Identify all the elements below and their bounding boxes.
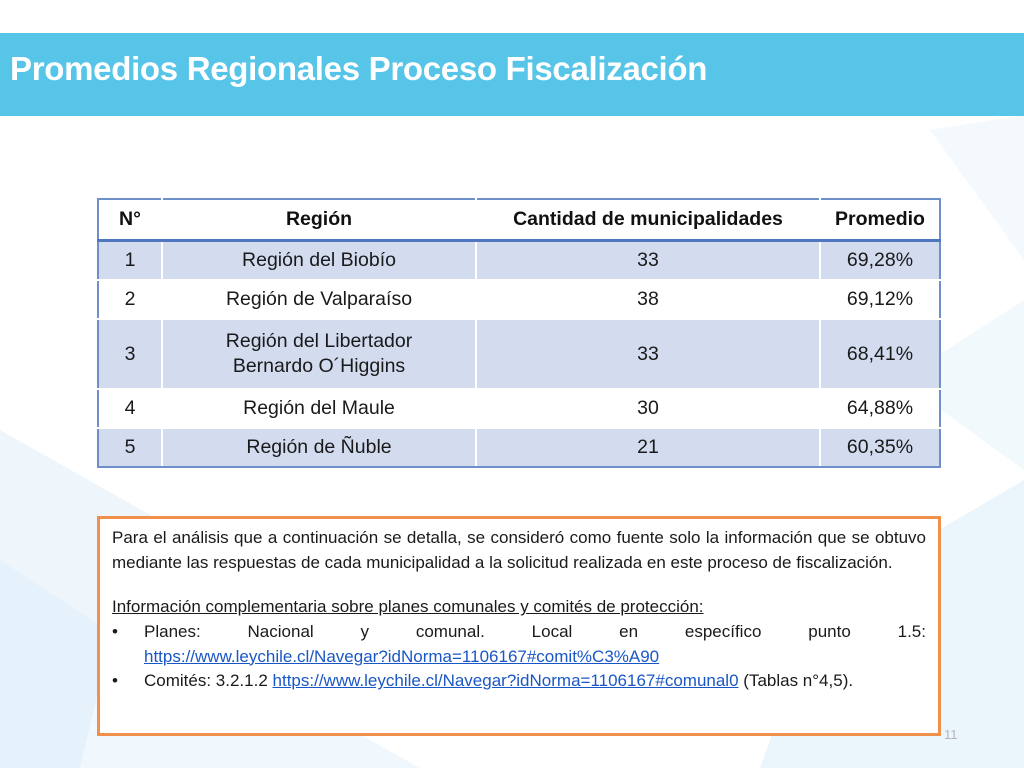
- cell-n: 5: [98, 428, 162, 467]
- cell-region-line2: Bernardo O´Higgins: [232, 355, 406, 377]
- cell-region: Región de Valparaíso: [162, 280, 476, 319]
- table-row: [98, 241, 940, 281]
- cell-n: 1: [98, 241, 162, 281]
- planes-word: y: [360, 621, 370, 641]
- cell-promedio: 69,12%: [820, 280, 940, 319]
- cell-promedio: 68,41%: [820, 319, 940, 389]
- page-number: 11: [944, 727, 958, 742]
- cell-promedio: 64,88%: [820, 389, 940, 428]
- table-header-row: [98, 199, 940, 241]
- page-title: Promedios Regionales Proceso Fiscalización: [10, 50, 708, 87]
- comites-suffix: (Tablas n°4,5).: [743, 671, 854, 691]
- cell-cantidad: 30: [476, 389, 820, 428]
- table-row: [98, 428, 940, 467]
- planes-word: Planes:: [144, 621, 201, 641]
- header-n: N°: [98, 199, 162, 241]
- planes-word: punto: [808, 621, 851, 641]
- planes-word: Nacional: [247, 621, 314, 641]
- header-region: Región: [162, 199, 476, 241]
- table-row: [98, 280, 940, 319]
- cell-region: Región del Biobío: [162, 241, 476, 281]
- planes-link[interactable]: https://www.leychile.cl/Navegar?idNorma=1106167#comit%C3%A90: [144, 646, 660, 666]
- header-cantidad: Cantidad de municipalidades: [476, 199, 820, 241]
- list-item-planes: [112, 620, 926, 669]
- cell-region-line1: Región del Libertador: [225, 330, 413, 353]
- cell-promedio: 60,35%: [820, 428, 940, 467]
- comites-link[interactable]: https://www.leychile.cl/Navegar?idNorma=1106167#comunal0: [272, 671, 739, 691]
- cell-n: 2: [98, 280, 162, 319]
- cell-cantidad: 38: [476, 280, 820, 319]
- note-subheading: Información complementaria sobre planes comunales y comités de protección:: [112, 597, 704, 617]
- cell-promedio: 69,28%: [820, 241, 940, 281]
- bullet-icon: •: [112, 621, 118, 641]
- cell-n: 4: [98, 389, 162, 428]
- cell-cantidad: 21: [476, 428, 820, 467]
- cell-cantidad: 33: [476, 241, 820, 281]
- cell-region: [162, 319, 476, 389]
- cell-region: Región de Ñuble: [162, 428, 476, 467]
- regional-averages-table: [97, 198, 941, 468]
- planes-line: [144, 620, 926, 645]
- note-box: [97, 516, 941, 736]
- note-intro: Para el análisis que a continuación se detalla, se consideró como fuente solo la información que se obtuvo mediante las respuestas de cada municipalidad a la solicitud realizada en este proceso de fiscalización.: [112, 528, 926, 572]
- planes-word: comunal.: [415, 621, 485, 641]
- planes-word: 1.5:: [897, 621, 926, 641]
- planes-word: en: [619, 621, 639, 641]
- note-bullet-list: [112, 620, 926, 694]
- cell-cantidad: 33: [476, 319, 820, 389]
- comites-prefix: Comités: 3.2.1.2: [144, 671, 268, 691]
- bullet-icon: •: [112, 671, 118, 691]
- table-row: [98, 319, 940, 389]
- planes-word: específico: [684, 621, 762, 641]
- table-row: [98, 389, 940, 428]
- header-promedio: Promedio: [820, 199, 940, 241]
- list-item-comites: [112, 669, 926, 694]
- cell-n: 3: [98, 319, 162, 389]
- cell-region: Región del Maule: [162, 389, 476, 428]
- planes-word: Local: [531, 621, 573, 641]
